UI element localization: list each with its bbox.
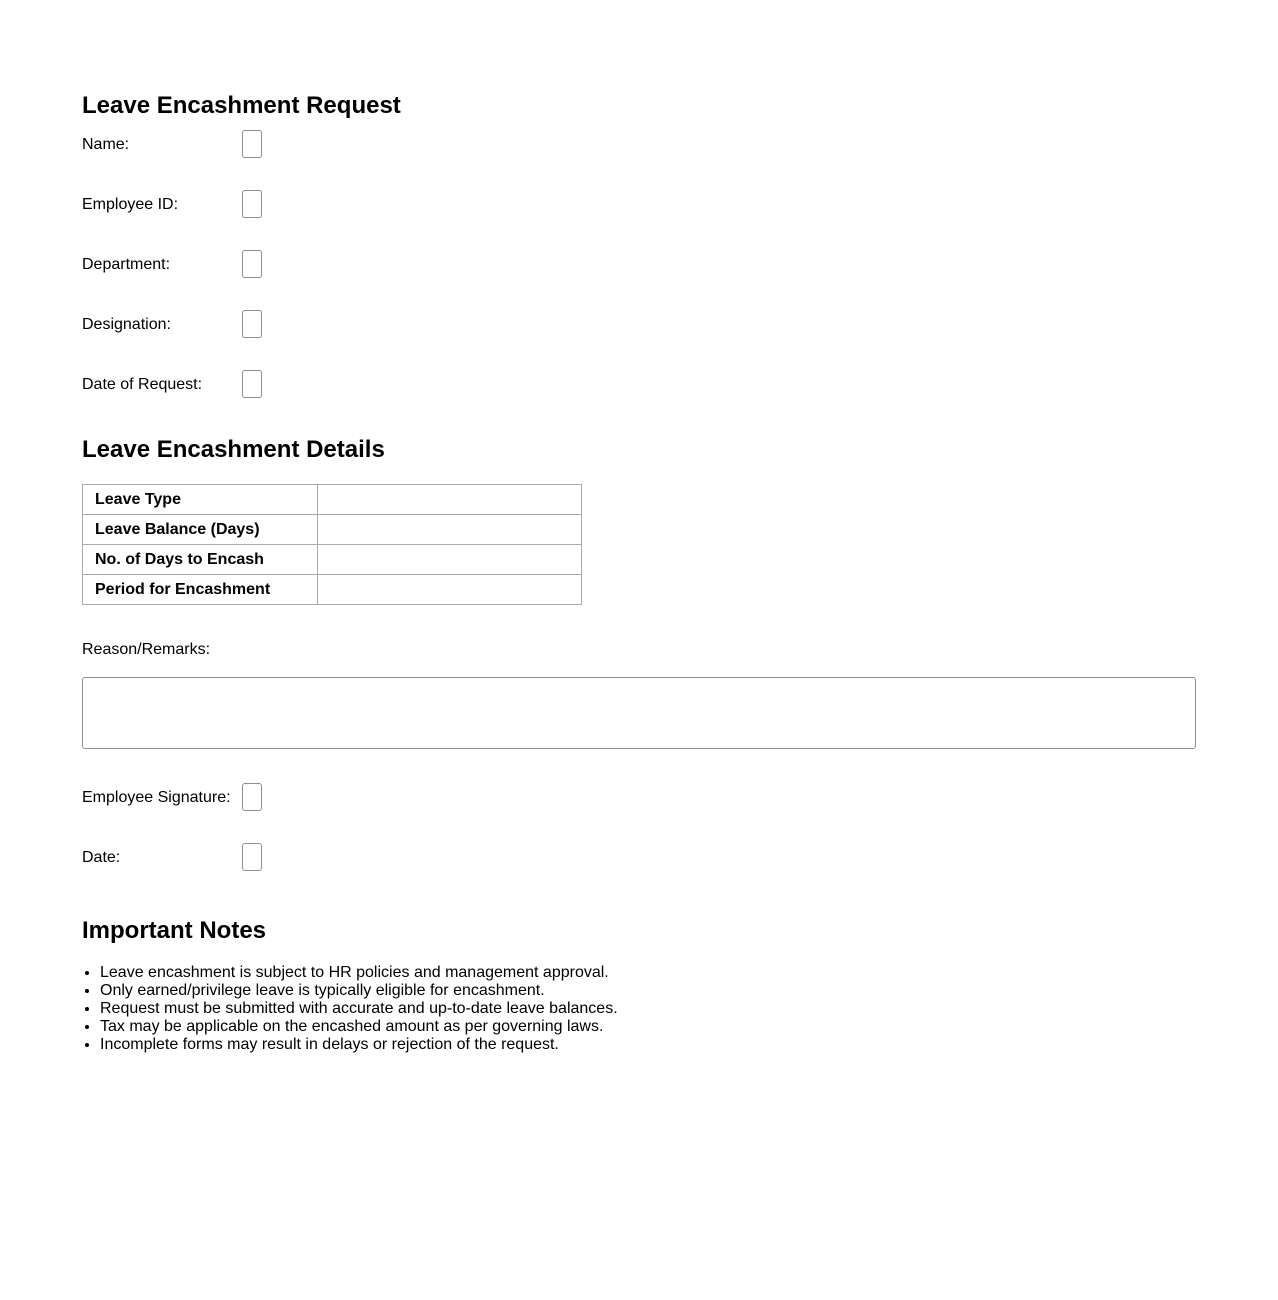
- department-input[interactable]: [242, 250, 262, 278]
- name-field-row: [82, 130, 482, 160]
- date-of-request-input[interactable]: [242, 370, 262, 398]
- leave-type-label: Leave Type: [83, 485, 318, 515]
- leave-balance-label: Leave Balance (Days): [83, 515, 318, 545]
- remarks-textarea[interactable]: [82, 677, 1196, 749]
- name-label: Name:: [82, 136, 130, 153]
- notes-title: Important Notes: [82, 917, 267, 944]
- signature-date-field-row: [82, 843, 482, 873]
- table-row: [83, 575, 582, 605]
- department-label: Department:: [82, 256, 171, 273]
- days-to-encash-label: No. of Days to Encash: [83, 545, 318, 575]
- list-item: • Tax may be applicable on the encashed amount as per governing laws.: [100, 1018, 618, 1036]
- designation-input[interactable]: [242, 310, 262, 338]
- employee-signature-input[interactable]: [242, 783, 262, 811]
- designation-field-row: [82, 310, 482, 340]
- table-row: [83, 515, 582, 545]
- list-item: • Request must be submitted with accurate and up-to-date leave balances.: [100, 1000, 618, 1018]
- signature-date-input[interactable]: [242, 843, 262, 871]
- list-item: • Incomplete forms may result in delays or rejection of the request.: [100, 1036, 618, 1054]
- table-row: [83, 545, 582, 575]
- signature-date-label: Date:: [82, 849, 121, 866]
- encashment-period-label: Period for Encashment: [83, 575, 318, 605]
- name-input[interactable]: [242, 130, 262, 158]
- employee-id-input[interactable]: [242, 190, 262, 218]
- designation-label: Designation:: [82, 316, 171, 333]
- leave-balance-cell[interactable]: [317, 515, 581, 545]
- leave-type-cell[interactable]: [317, 485, 581, 515]
- employee-id-field-row: [82, 190, 482, 220]
- list-item: • Leave encashment is subject to HR policies and management approval.: [100, 964, 618, 982]
- employee-id-label: Employee ID:: [82, 196, 179, 213]
- employee-signature-label: Employee Signature:: [82, 789, 231, 806]
- details-table: [82, 484, 582, 605]
- form-title: Leave Encashment Request: [82, 92, 401, 119]
- days-to-encash-cell[interactable]: [317, 545, 581, 575]
- list-item: • Only earned/privilege leave is typically eligible for encashment.: [100, 982, 618, 1000]
- date-of-request-field-row: [82, 370, 482, 400]
- remarks-label: Reason/Remarks:: [82, 641, 211, 658]
- signature-field-row: [82, 783, 482, 813]
- encashment-period-cell[interactable]: [317, 575, 581, 605]
- date-of-request-label: Date of Request:: [82, 376, 203, 393]
- table-row: [83, 485, 582, 515]
- department-field-row: [82, 250, 482, 280]
- notes-list: [82, 964, 618, 1054]
- details-title: Leave Encashment Details: [82, 436, 385, 463]
